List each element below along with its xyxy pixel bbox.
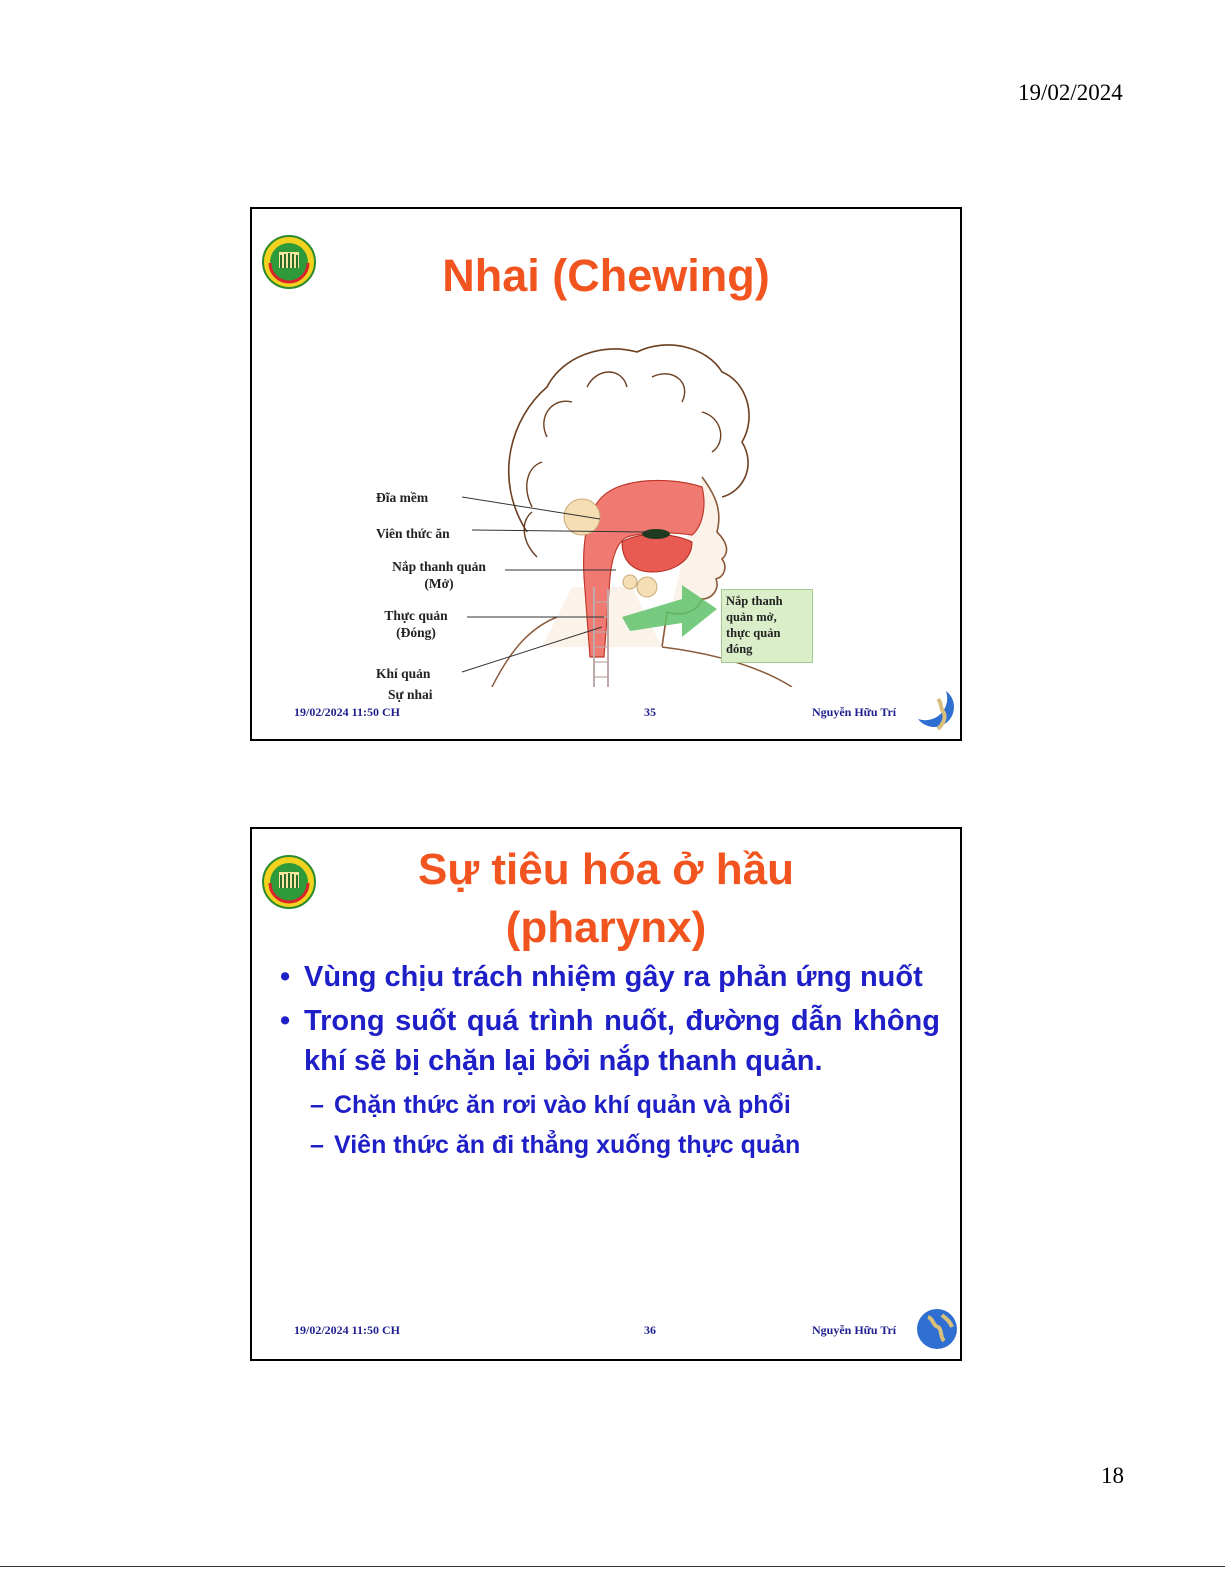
- label-esophagus-line1: Thực quản: [384, 608, 448, 623]
- slide-footer-number: 36: [644, 1323, 656, 1337]
- label-bolus: Viên thức ăn: [376, 526, 450, 541]
- label-trachea: Khí quản: [376, 666, 431, 681]
- slide-footer-author: Nguyễn Hữu Trí: [812, 1323, 897, 1337]
- sub-bullet-text: Chặn thức ăn rơi vào khí quản và phổi: [334, 1091, 791, 1119]
- slide-title-line2: (pharynx): [505, 903, 707, 952]
- university-logo-icon: [262, 855, 316, 909]
- globe-icon: [916, 689, 958, 733]
- label-epiglottis: [374, 558, 504, 592]
- sub-bullet-item: [274, 1085, 940, 1125]
- label-esophagus: [374, 607, 458, 641]
- bullet-list: [274, 957, 940, 1165]
- slide-footer-number: 35: [644, 705, 656, 719]
- sub-bullet-dash: –: [310, 1091, 324, 1119]
- slide-35: [250, 207, 962, 741]
- page-date: 19/02/2024: [1018, 80, 1123, 105]
- university-logo-icon: [262, 235, 316, 289]
- sub-bullet-dash: –: [310, 1131, 324, 1159]
- slide-footer-date: 19/02/2024 11:50 CH: [294, 1323, 401, 1337]
- callout-line: đóng: [726, 642, 753, 656]
- callout-line: thực quản: [726, 626, 781, 640]
- figure-callout: [721, 589, 813, 663]
- callout-line: quản mở,: [726, 610, 777, 624]
- slide-footer-author: Nguyễn Hữu Trí: [812, 705, 897, 719]
- label-soft-palate: Đĩa mềm: [376, 490, 429, 505]
- bullet-dot: •: [280, 1005, 291, 1037]
- slide-footer-date: 19/02/2024 11:50 CH: [294, 705, 401, 719]
- bullet-item: [274, 957, 940, 997]
- bullet-item: [274, 1001, 940, 1081]
- bullet-dot: •: [280, 961, 291, 993]
- slide-title: Nhai (Chewing): [442, 250, 770, 301]
- bottom-divider: [0, 1566, 1225, 1567]
- label-epiglottis-line1: Nắp thanh quản: [392, 559, 486, 574]
- page-number: 18: [1101, 1463, 1124, 1488]
- sub-bullet-item: [274, 1125, 940, 1165]
- callout-line: Nắp thanh: [726, 594, 783, 608]
- sub-bullet-text: Viên thức ăn đi thẳng xuống thực quản: [334, 1131, 801, 1159]
- bullet-text: Trong suốt quá trình nuốt, đường dẫn không khí sẽ bị chặn lại bởi nắp thanh quản.: [304, 1005, 940, 1077]
- label-esophagus-line2: (Đóng): [396, 625, 436, 640]
- label-chewing: Sự nhai: [388, 687, 433, 702]
- bullet-text: Vùng chịu trách nhiệm gây ra phản ứng nuốt: [304, 961, 923, 993]
- label-epiglottis-line2: (Mở): [424, 576, 454, 591]
- slide-36: [250, 827, 962, 1361]
- globe-icon: [916, 1307, 958, 1351]
- slide-title: [312, 841, 900, 957]
- slide-title-line1: Sự tiêu hóa ở hầu: [417, 845, 795, 894]
